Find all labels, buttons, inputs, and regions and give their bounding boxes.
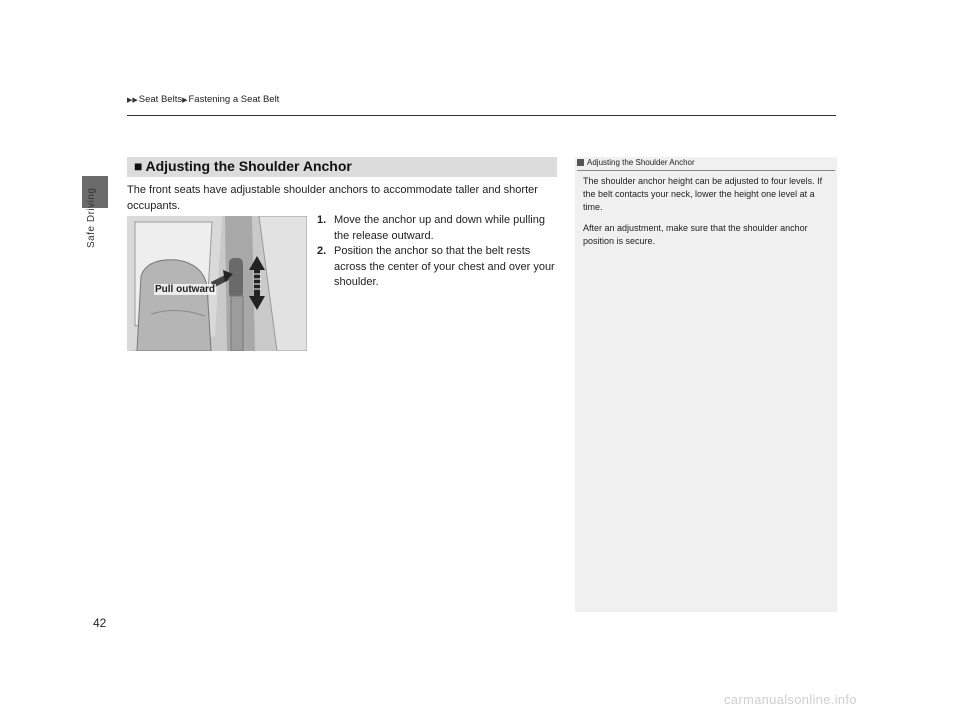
note-title [577,158,695,167]
intro-paragraph: The front seats have adjustable shoulder anchors to accommodate taller and shorter occupants. [127,184,538,212]
sidebar-section-label: Safe Driving [86,188,97,249]
breadcrumb-item-seat-belts[interactable]: Seat Belts [138,94,183,105]
heading-square-icon: ■ [134,158,143,174]
breadcrumb-item-fastening[interactable]: Fastening a Seat Belt [188,94,280,105]
note-divider [577,170,835,171]
page-number: 42 [93,616,107,630]
step-text: Position the anchor so that the belt rests across the center of your chest and over your shoulder. [334,245,555,288]
pull-outward-label: Pull outward [155,284,215,295]
header-divider [127,115,836,116]
watermark[interactable]: carmanualsonline.info [724,692,857,707]
breadcrumb-arrow-icon: ▶▶ [127,97,138,104]
step-list [317,213,557,291]
step-number: 1. [317,214,327,226]
breadcrumb [127,94,279,105]
section-heading [134,158,352,174]
step-text: Move the anchor up and down while pulling the release outward. [334,214,545,242]
note-paragraph: The shoulder anchor height can be adjusted to four levels. If the belt contacts your neck, lower the height one level at a time. [583,176,823,212]
note-title-text: Adjusting the Shoulder Anchor [587,158,695,167]
shoulder-anchor-illustration [127,216,307,351]
note-reference-icon [577,159,584,166]
note-body [583,175,831,256]
step-item [317,213,557,244]
section-heading-text: Adjusting the Shoulder Anchor [145,158,352,174]
breadcrumb-arrow-icon: ▶ [182,97,188,104]
step-number: 2. [317,245,327,257]
step-item [317,244,557,291]
note-paragraph: After an adjustment, make sure that the shoulder anchor position is secure. [583,223,808,246]
